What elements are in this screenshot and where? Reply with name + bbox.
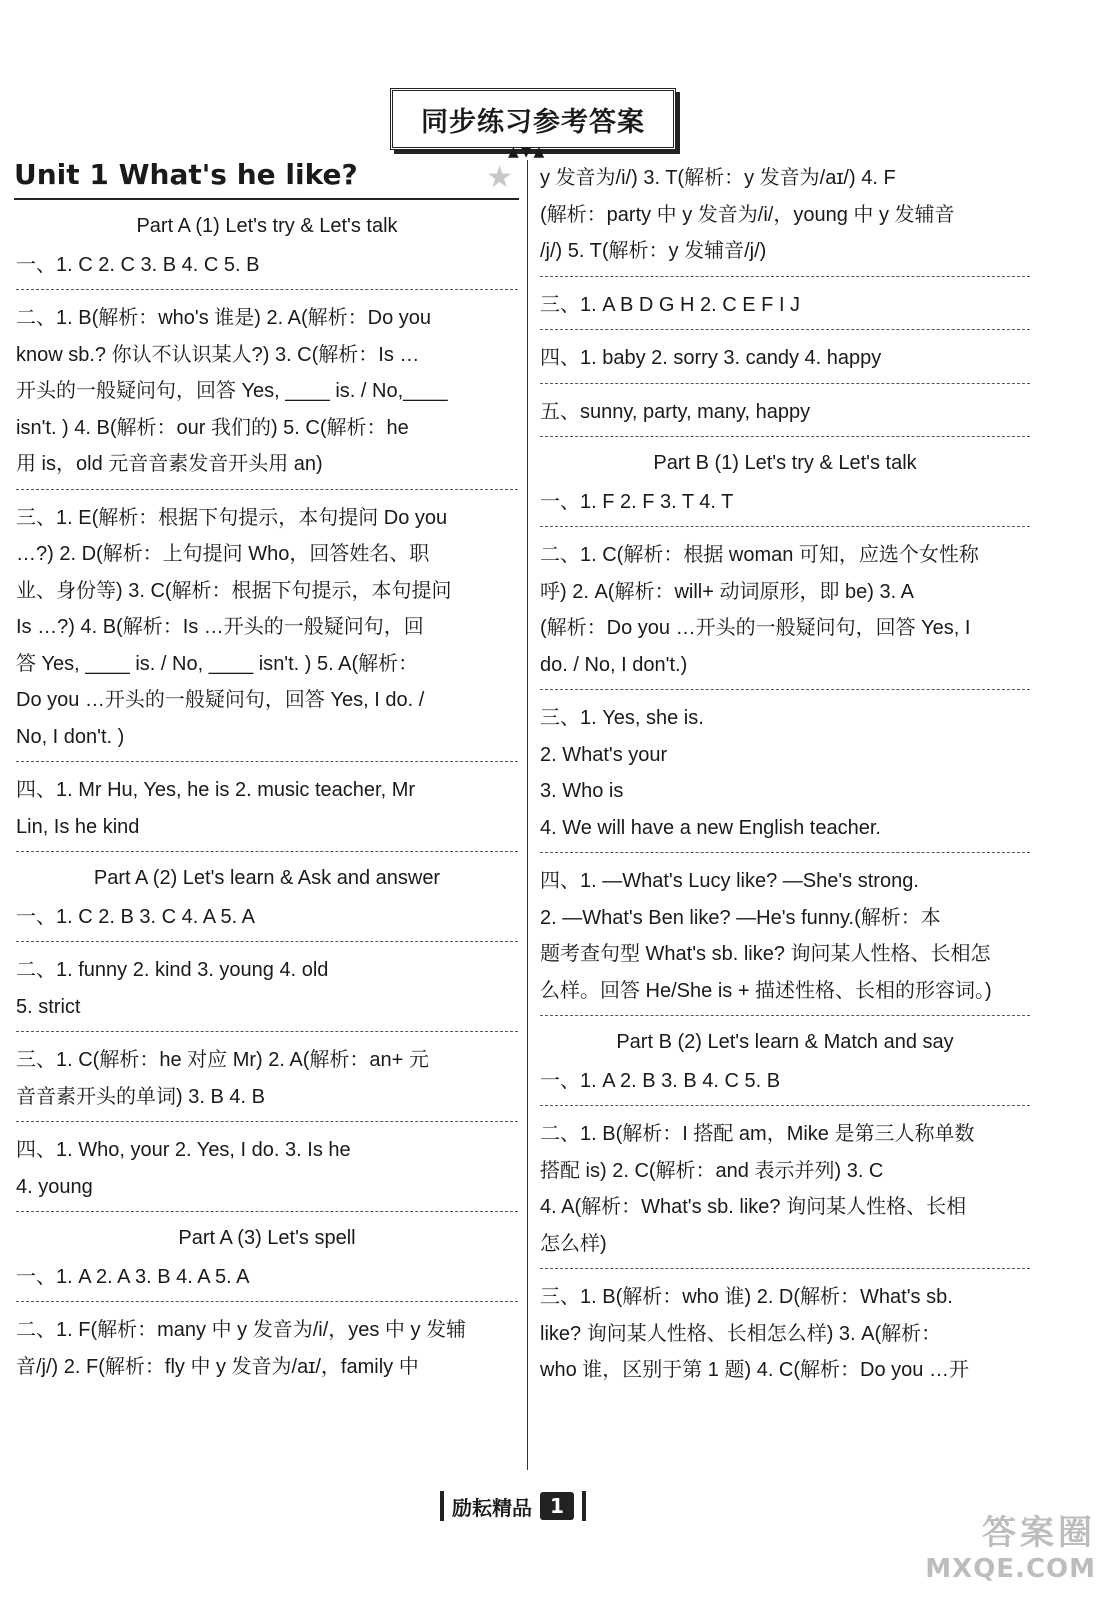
page-title-box	[390, 88, 676, 150]
column-divider	[527, 160, 528, 1470]
answer-block	[540, 285, 1030, 331]
answer-block	[16, 897, 518, 943]
answer-line: 二、1. funny 2. kind 3. young 4. old	[16, 959, 329, 981]
answer-line: 一、1. A 2. A 3. B 4. A 5. A	[16, 1265, 250, 1288]
answer-line: 业、身份等) 3. C(解析：根据下句提示，本句提问	[16, 579, 452, 602]
part-heading: Part B (1) Let's try & Let's talk	[653, 452, 917, 474]
answer-block	[16, 950, 518, 1032]
answer-line: know sb.? 你认不认识某人?) 3. C(解析：Is …	[16, 343, 420, 366]
title-decoration: ▲▼▲	[508, 144, 547, 160]
answer-block	[540, 158, 1030, 277]
answer-line: like? 询问某人性格、长相怎么样) 3. A(解析：	[540, 1322, 942, 1345]
answer-block	[16, 770, 518, 852]
answer-block	[540, 535, 1030, 690]
answer-line: (解析：party 中 y 发音为/i/，young 中 y 发辅音	[540, 203, 955, 226]
page-footer	[432, 1490, 594, 1522]
answer-line: 4. A(解析：What's sb. like? 询问某人性格、长相	[540, 1196, 967, 1218]
answer-line: 4. young	[16, 1175, 93, 1198]
answer-line: 一、1. C 2. C 3. B 4. C 5. B	[16, 253, 260, 276]
answer-line: 四、1. Mr Hu, Yes, he is 2. music teacher, Mr	[16, 779, 416, 801]
answer-line: 么样。回答 He/She is + 描述性格、长相的形容词。)	[540, 979, 992, 1002]
answer-line: 3. Who is	[540, 780, 624, 802]
footer-bar-right	[582, 1491, 586, 1521]
answer-block	[540, 1061, 1030, 1107]
answer-line: 二、1. B(解析：who's 谁是) 2. A(解析：Do you	[16, 307, 432, 329]
answer-line: do. / No, I don't.)	[540, 653, 688, 676]
part-heading: Part A (2) Let's learn & Ask and answer	[93, 867, 441, 889]
answer-line: 用 is，old 元音音素发音开头用 an)	[16, 453, 323, 475]
answer-block	[540, 1114, 1030, 1269]
answer-line: /j/) 5. T(解析：y 发辅音/j/)	[540, 240, 767, 262]
footer-brand: 励耘精品	[452, 1495, 532, 1520]
answer-line: y 发音为/i/) 3. T(解析：y 发音为/aɪ/) 4. F	[540, 167, 896, 189]
page-number: 1	[540, 1492, 574, 1520]
answer-line: who 谁，区别于第 1 题) 4. C(解析：Do you …开	[540, 1359, 969, 1381]
answer-block	[16, 1130, 518, 1212]
answer-line: 三、1. Yes, she is.	[540, 707, 704, 729]
answer-block	[540, 1277, 1030, 1395]
answer-line: 4. We will have a new English teacher.	[540, 816, 881, 839]
answer-block	[540, 392, 1030, 438]
answer-line: 音音素开头的单词) 3. B 4. B	[16, 1085, 265, 1108]
part-heading: Part A (3) Let's spell	[178, 1227, 356, 1249]
answer-line: 答 Yes, ____ is. / No, ____ isn't. ) 5. A(解析：	[16, 652, 419, 675]
answer-line: 音/j/) 2. F(解析：fly 中 y 发音为/aɪ/，family 中	[16, 1355, 419, 1378]
answer-block	[540, 698, 1030, 853]
left-column	[16, 206, 518, 1391]
answer-block	[16, 298, 518, 490]
answer-line: Lin, Is he kind	[16, 815, 140, 838]
answer-block	[16, 1310, 518, 1391]
answer-line: 五、sunny, party, many, happy	[540, 400, 811, 423]
answer-line: 一、1. F 2. F 3. T 4. T	[540, 490, 734, 513]
answer-line: Do you …开头的一般疑问句，回答 Yes, I do. /	[16, 689, 425, 711]
answer-block	[540, 482, 1030, 528]
watermark-line2: MXQE.COM	[925, 1554, 1096, 1584]
right-column	[540, 158, 1030, 1395]
part-heading: Part B (2) Let's learn & Match and say	[616, 1031, 954, 1053]
answer-line: 5. strict	[16, 995, 81, 1018]
answer-block	[16, 1040, 518, 1122]
watermark-line1: 答案圈	[982, 1513, 1096, 1553]
answer-line: 四、1. Who, your 2. Yes, I do. 3. Is he	[16, 1139, 351, 1161]
answer-block	[16, 1257, 518, 1303]
answer-line: 一、1. C 2. B 3. C 4. A 5. A	[16, 905, 256, 928]
watermark	[925, 1505, 1096, 1584]
answer-line: 题考查句型 What's sb. like? 询问某人性格、长相怎	[540, 943, 991, 965]
part-heading: Part A (1) Let's try & Let's talk	[136, 215, 398, 237]
answer-block	[16, 245, 518, 291]
answer-line: 2. —What's Ben like? —He's funny.(解析：本	[540, 906, 941, 929]
answer-line: 呼) 2. A(解析：will+ 动词原形，即 be) 3. A	[540, 580, 914, 603]
answer-line: No, I don't. )	[16, 725, 125, 748]
answer-line: 搭配 is) 2. C(解析：and 表示并列) 3. C	[540, 1159, 884, 1182]
answer-line: 二、1. B(解析：I 搭配 am，Mike 是第三人称单数	[540, 1123, 975, 1145]
answer-line: 2. What's your	[540, 743, 668, 766]
answer-line: 三、1. B(解析：who 谁) 2. D(解析：What's sb.	[540, 1286, 953, 1308]
answer-block	[16, 498, 518, 763]
answer-line: (解析：Do you …开头的一般疑问句，回答 Yes, I	[540, 617, 971, 639]
answer-line: 四、1. baby 2. sorry 3. candy 4. happy	[540, 347, 882, 369]
page-title: 同步练习参考答案	[421, 106, 645, 138]
answer-block	[540, 861, 1030, 1016]
answer-line: 三、1. C(解析：he 对应 Mr) 2. A(解析：an+ 元	[16, 1049, 429, 1071]
answer-line: isn't. ) 4. B(解析：our 我们的) 5. C(解析：he	[16, 416, 409, 439]
unit-title: Unit 1 What's he like?	[14, 158, 358, 191]
answer-line: 四、1. —What's Lucy like? —She's strong.	[540, 870, 919, 892]
star-icon: ★	[486, 160, 513, 195]
answer-line: 二、1. F(解析：many 中 y 发音为/i/，yes 中 y 发辅	[16, 1319, 467, 1341]
footer-bar-left	[440, 1491, 444, 1521]
answer-line: Is …?) 4. B(解析：Is …开头的一般疑问句，回	[16, 616, 424, 638]
answer-line: …?) 2. D(解析：上句提问 Who，回答姓名、职	[16, 543, 430, 565]
answer-line: 三、1. E(解析：根据下句提示，本句提问 Do you	[16, 506, 448, 529]
unit-header	[14, 158, 519, 200]
answer-line: 三、1. A B D G H 2. C E F I J	[540, 293, 801, 316]
answer-line: 一、1. A 2. B 3. B 4. C 5. B	[540, 1069, 781, 1092]
answer-line: 开头的一般疑问句，回答 Yes, ____ is. / No,____	[16, 380, 448, 402]
answer-line: 二、1. C(解析：根据 woman 可知，应选个女性称	[540, 544, 979, 566]
answer-block	[540, 338, 1030, 384]
answer-line: 怎么样)	[540, 1232, 607, 1255]
